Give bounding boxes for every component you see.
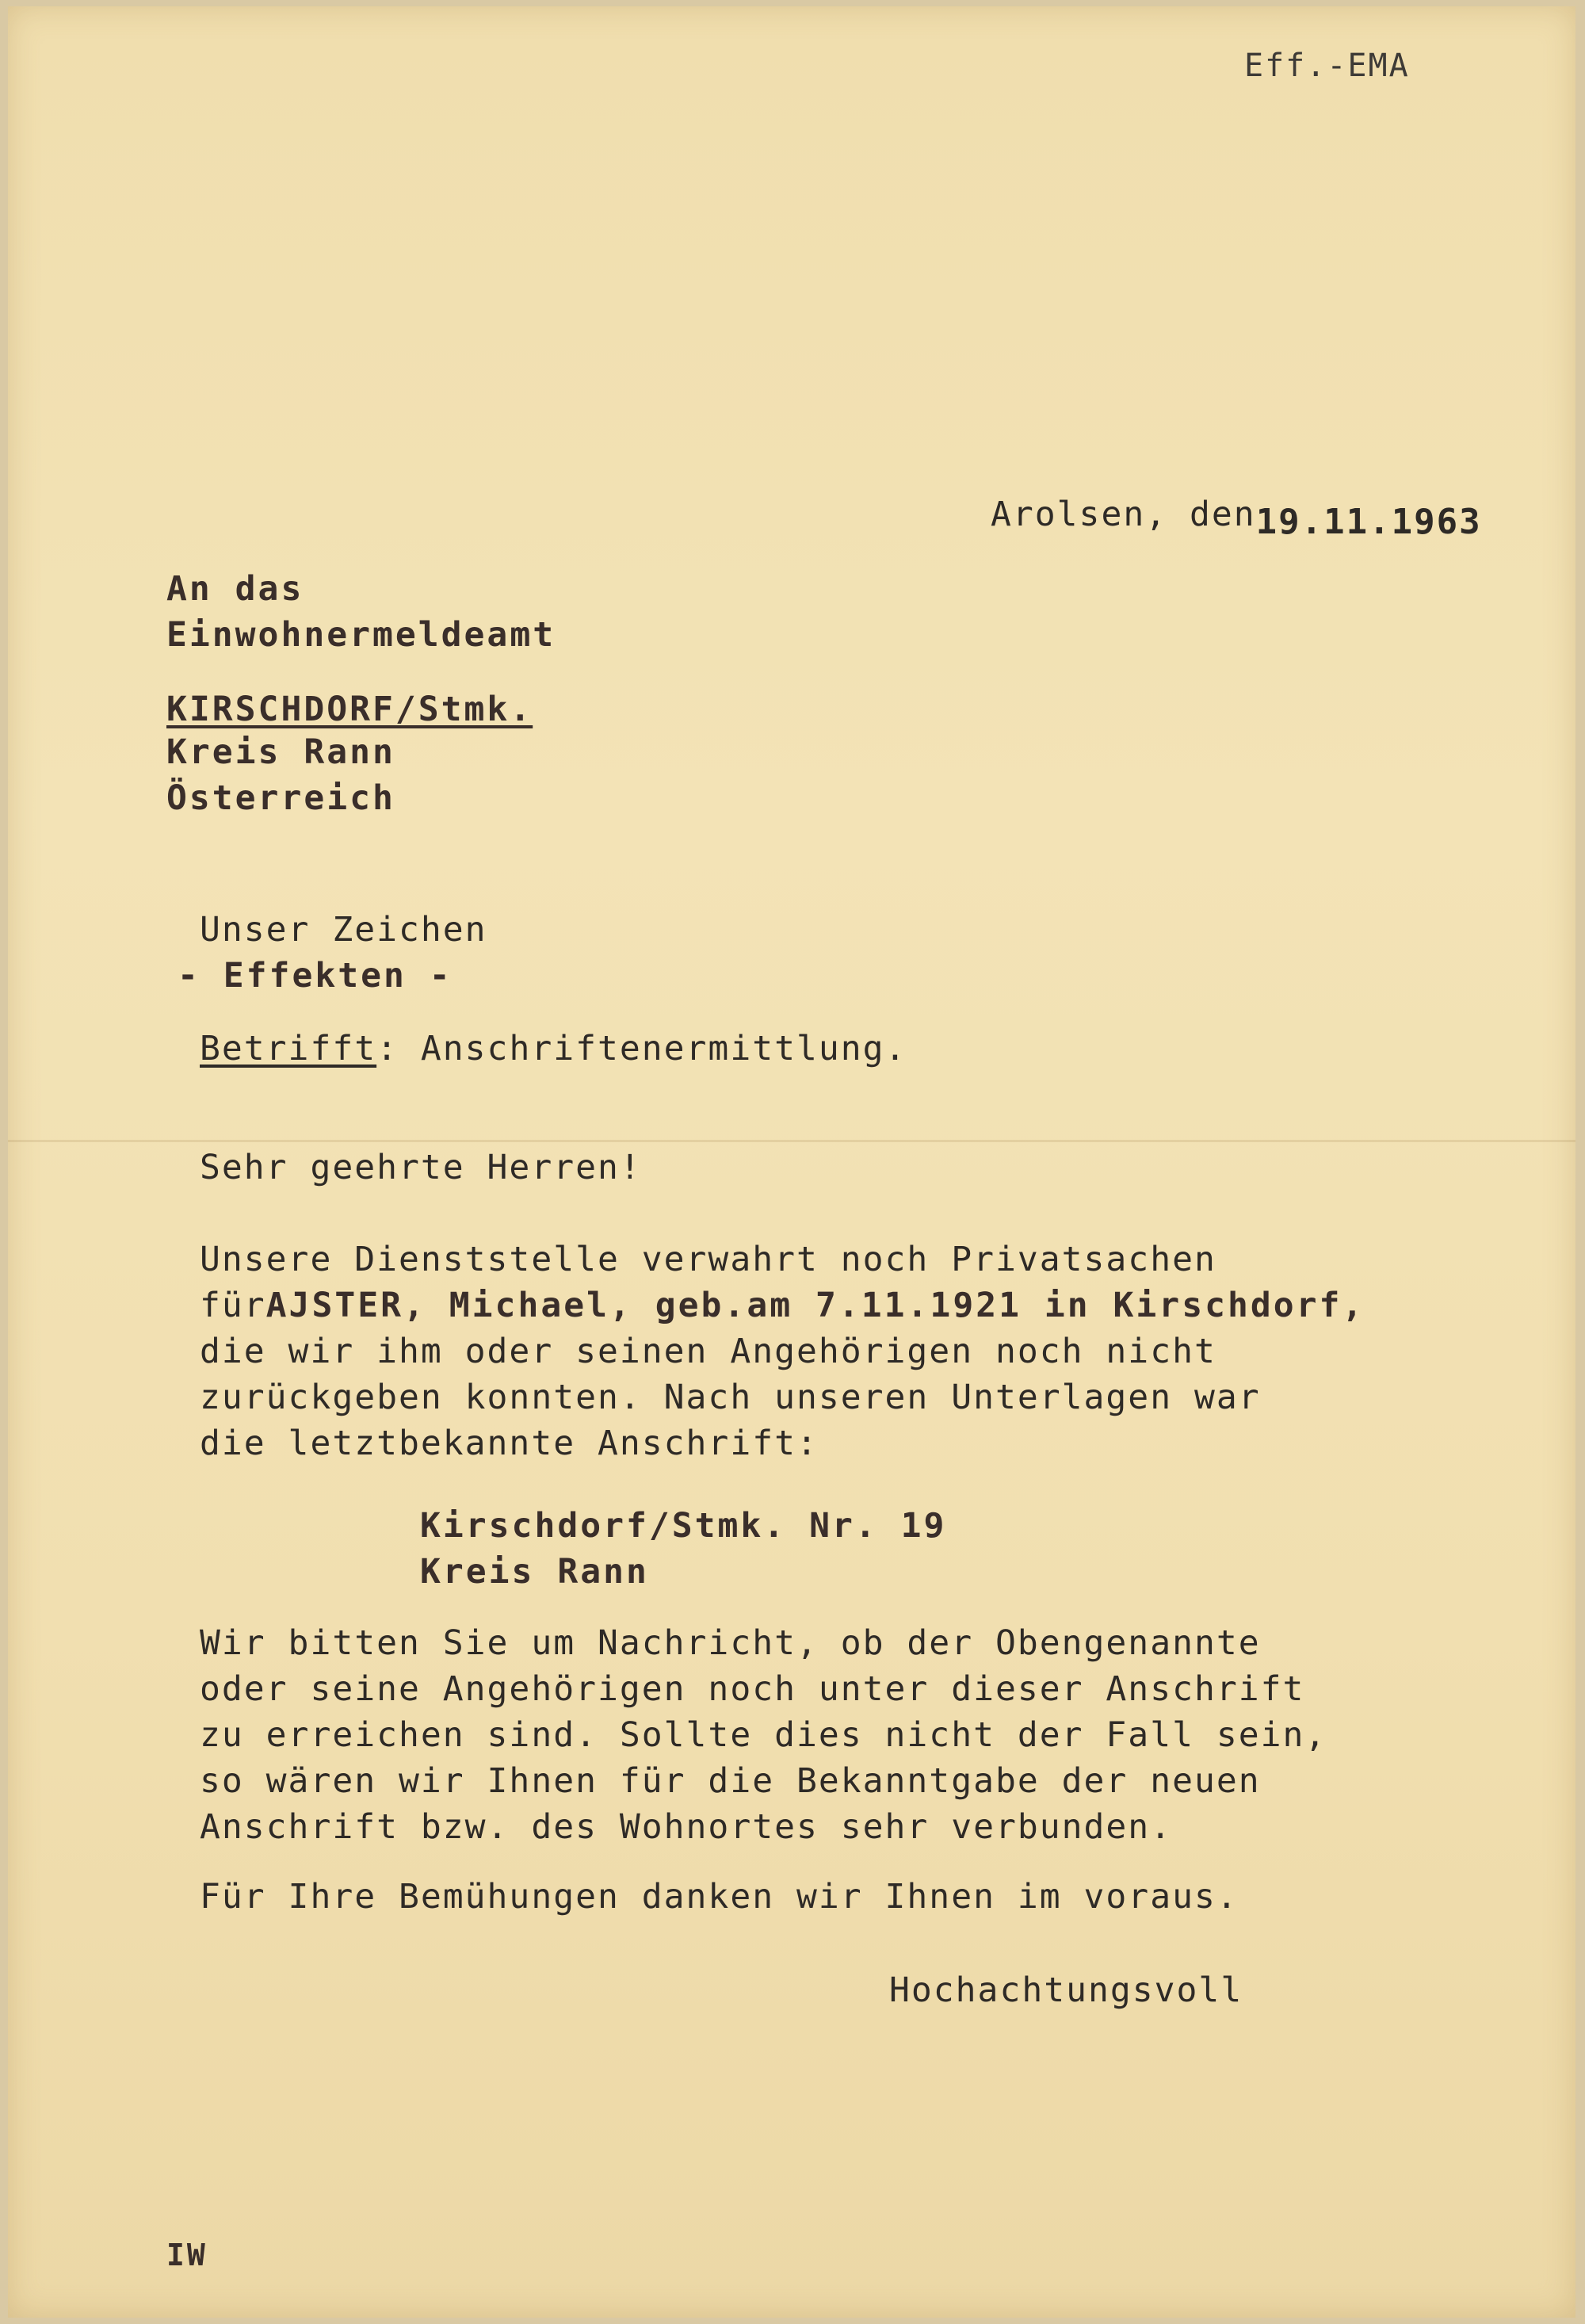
paragraph-1-line: die wir ihm oder seinen Angehörigen noch nicht — [200, 1332, 1216, 1371]
paragraph-1-line — [200, 1282, 1365, 1328]
recipient-line-2: Einwohnermeldeamt — [166, 615, 556, 655]
closing: Hochachtungsvoll — [889, 1970, 1243, 2010]
letter-date: 19.11.1963 — [1255, 502, 1482, 542]
letter-page — [8, 6, 1575, 2318]
subject-label: Betrifft — [200, 1029, 377, 1068]
recipient-line-3: KIRSCHDORF/Stmk. — [166, 690, 533, 729]
paragraph-1-line: die letztbekannte Anschrift: — [200, 1424, 819, 1463]
salutation: Sehr geehrte Herren! — [200, 1148, 642, 1187]
for-word: für — [200, 1286, 266, 1325]
place-date — [991, 491, 1482, 542]
place-label: Arolsen, den — [991, 495, 1256, 534]
thanks-line: Für Ihre Bemühungen danken wir Ihnen im voraus. — [200, 1877, 1239, 1917]
paragraph-1-line: zurückgeben konnten. Nach unseren Unterlagen war — [200, 1378, 1261, 1417]
recipient-line-4: Kreis Rann — [166, 732, 395, 772]
sender-ref-value: - Effekten - — [178, 956, 453, 996]
recipient-line-1: An das — [166, 569, 304, 609]
typist-initials: IW — [166, 2238, 208, 2272]
paragraph-2-line: Wir bitten Sie um Nachricht, ob der Obengenannte — [200, 1623, 1261, 1663]
recipient-line-5: Österreich — [166, 778, 395, 818]
paragraph-2-line: zu erreichen sind. Sollte dies nicht der Fall sein, — [200, 1715, 1327, 1755]
paragraph-2-line: oder seine Angehörigen noch unter dieser Anschrift — [200, 1669, 1305, 1709]
paragraph-1-line: Unsere Dienststelle verwahrt noch Privatsachen — [200, 1240, 1216, 1279]
fold-crease — [8, 1140, 1575, 1142]
sender-ref-label: Unser Zeichen — [200, 910, 487, 950]
paragraph-2-line: so wären wir Ihnen für die Bekanntgabe der neuen — [200, 1761, 1261, 1801]
subject-line — [200, 1026, 907, 1072]
subject-colon: : — [376, 1029, 399, 1068]
reference-mark: Eff.-EMA — [1244, 48, 1410, 84]
paragraph-2-line: Anschrift bzw. des Wohnortes sehr verbunden. — [200, 1807, 1173, 1847]
subject-text: Anschriftenermittlung. — [399, 1029, 907, 1068]
person-details: AJSTER, Michael, geb.am 7.11.1921 in Kirschdorf, — [265, 1286, 1365, 1325]
address-line-2: Kreis Rann — [420, 1552, 649, 1592]
address-line-1: Kirschdorf/Stmk. Nr. 19 — [420, 1506, 947, 1546]
